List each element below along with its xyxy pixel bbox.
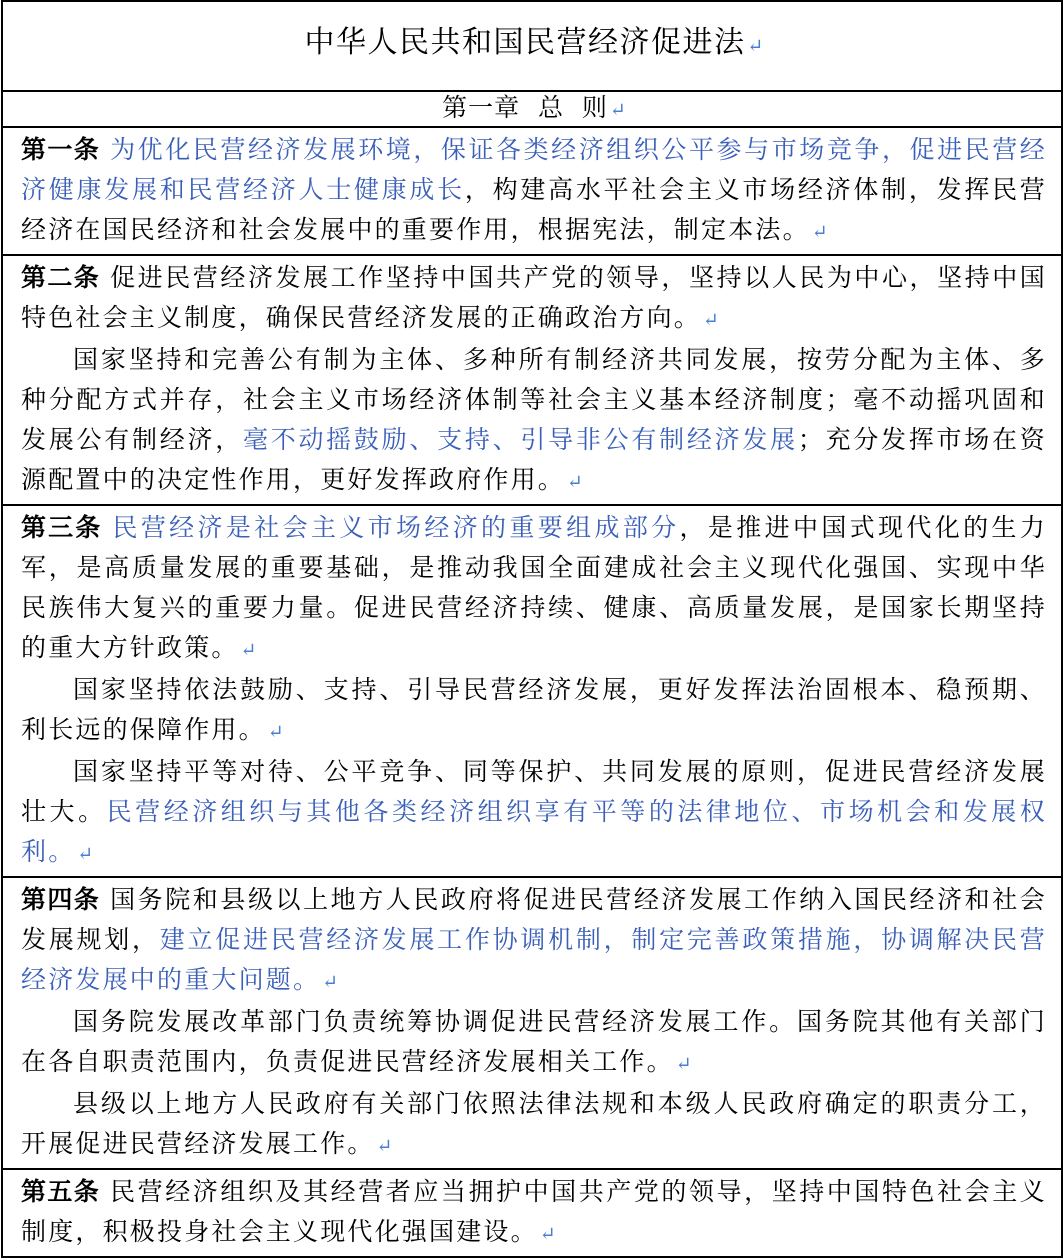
article-row [2,255,1062,505]
article-text: 促进民营经济发展工作坚持中国共产党的领导，坚持以人民为中心，坚持中国特色社会主义制度，确保民营经济发展的正确政治方向。 [21,263,1047,332]
article-text: 国家坚持依法鼓励、支持、引导民营经济发展，更好发挥法治固根本、稳预期、利长远的保障作用。 [21,675,1047,744]
article-paragraph [21,130,1047,252]
article-text: ，是推进中国式现代化的生力军，是高质量发展的重要基础，是推动我国全面建成社会主义现代化强国、实现中华民族伟大复兴的重要力量。促进民营经济持续、健康、高质量发展，是国家长期坚持的重大方针政策。 [21,513,1047,662]
article-row [2,127,1062,255]
paragraph-mark-icon: ↵ [322,971,339,993]
title-row [2,1,1062,91]
article-paragraph [21,1172,1047,1254]
article-paragraph [21,1084,1047,1166]
paragraph-mark-icon: ↵ [811,221,828,243]
article-cell [2,255,1062,505]
article-cell [2,877,1062,1169]
document-title: 中华人民共和国民营经济促进法 [304,24,746,60]
article-label: 第一条 [21,135,101,164]
law-table [1,0,1063,1258]
paragraph-mark-icon: ↵ [609,99,626,121]
article-text: ；充分发挥市场在资源配置中的决定性作用，更好发挥政府作用。 [21,425,1047,494]
article-label: 第五条 [21,1177,101,1206]
highlighted-text: 民营经济组织与其他各类经济组织享有平等的法律地位、市场机会和发展权利。 [21,797,1047,866]
paragraph-mark-icon: ↵ [267,721,284,743]
article-text: 县级以上地方人民政府有关部门依照法律法规和本级人民政府确定的职责分工，开展促进民营经济发展工作。 [21,1089,1047,1158]
chapter-heading: 第一章 总 则 [442,93,608,122]
paragraph-mark-icon: ↵ [240,639,257,661]
law-table-body [2,1,1062,1257]
article-paragraph [21,752,1047,874]
article-cell [2,1169,1062,1257]
article-row [2,1169,1062,1257]
article-paragraph [21,508,1047,670]
paragraph-mark-icon: ↵ [539,1223,556,1245]
paragraph-mark-icon: ↵ [703,309,719,331]
chapter-cell [2,91,1062,127]
highlighted-text: 毫不动摇鼓励、支持、引导非公有制经济发展 [242,425,798,454]
article-text: 民营经济组织及其经营者应当拥护中国共产党的领导，坚持中国特色社会主义制度，积极投身社会主义现代化强国建设。 [21,1177,1047,1246]
article-paragraph [21,670,1047,752]
highlighted-text: 为优化民营经济发展环境，保证各类经济组织公平参与市场竞争，促进民营经济健康发展和民营经济人士健康成长 [21,135,1047,204]
article-text: 国务院和县级以上地方人民政府将促进民营经济发展工作纳入国民经济和社会发展规划， [21,885,1047,954]
highlighted-text: 建立促进民营经济发展工作协调机制，制定完善政策措施，协调解决民营经济发展中的重大问题。 [21,925,1047,994]
title-cell [2,1,1062,91]
highlighted-text: 民营经济是社会主义市场经济的重要组成部分 [112,513,680,542]
paragraph-mark-icon: ↵ [747,34,764,57]
paragraph-mark-icon: ↵ [567,471,583,493]
paragraph-mark-icon: ↵ [376,1135,393,1157]
paragraph-mark-icon: ↵ [675,1053,692,1075]
article-cell [2,127,1062,255]
article-text: 国家坚持和完善公有制为主体、多种所有制经济共同发展，按劳分配为主体、多种分配方式并存，社会主义市场经济体制等社会主义基本经济制度；毫不动摇巩固和发展公有制经济， [21,345,1047,454]
article-label: 第四条 [21,885,101,914]
article-text: 国务院发展改革部门负责统筹协调促进民营经济发展工作。国务院其他有关部门在各自职责范围内，负责促进民营经济发展相关工作。 [21,1007,1047,1076]
article-paragraph [21,258,1047,340]
article-paragraph [21,340,1047,502]
article-paragraph [21,880,1047,1002]
article-label: 第三条 [21,513,103,542]
paragraph-mark-icon: ↵ [77,843,94,865]
article-row [2,877,1062,1169]
article-text: 国家坚持平等对待、公平竞争、同等保护、共同发展的原则，促进民营经济发展壮大。 [21,757,1047,826]
article-text: ，构建高水平社会主义市场经济体制，发挥民营经济在国民经济和社会发展中的重要作用，根据宪法，制定本法。 [21,175,1048,244]
article-row [2,505,1062,877]
article-label: 第二条 [21,263,101,292]
article-paragraph [21,1002,1047,1084]
chapter-row [2,91,1062,127]
article-cell [2,505,1062,877]
